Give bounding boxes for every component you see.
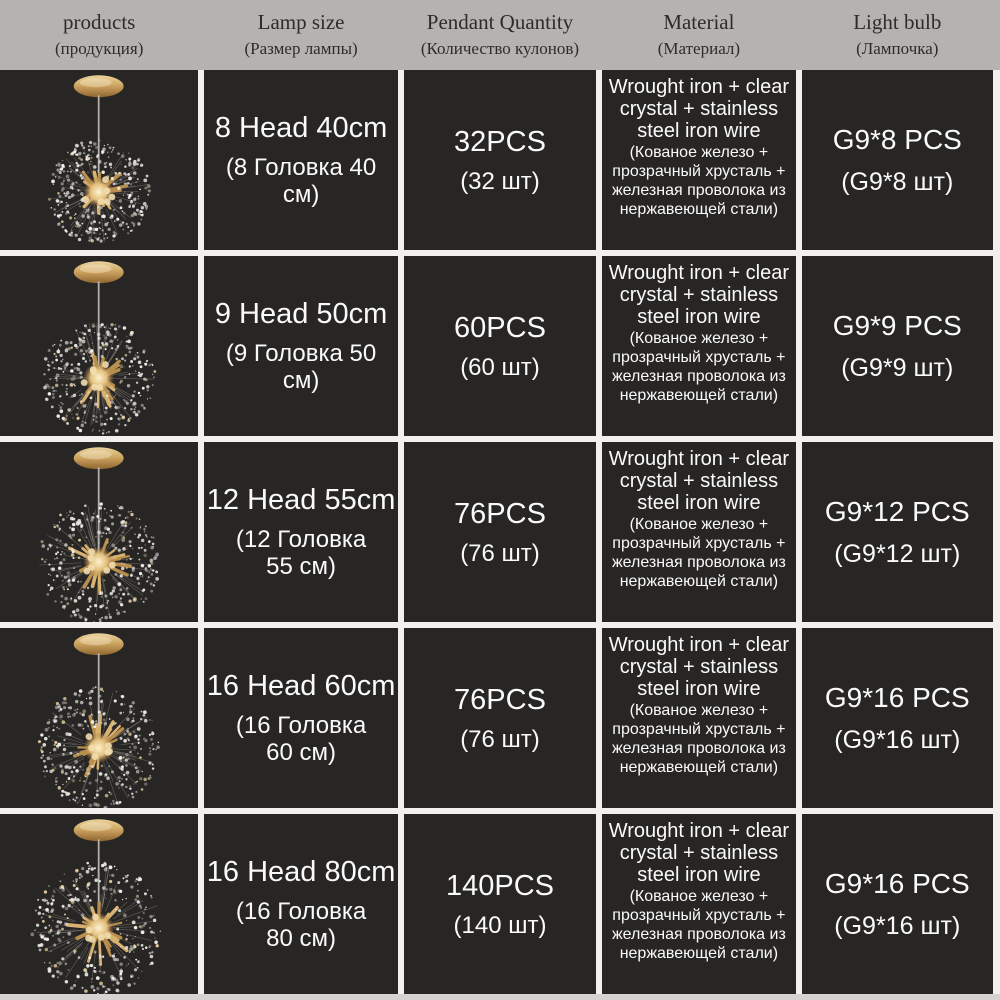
header-lamp-size-ru: (Размер лампы) (244, 39, 358, 59)
lamp-size-value-ru: (16 Головка 60 см) (235, 711, 367, 767)
header-products (0, 0, 198, 70)
lamp-size-value-ru: (8 Головка 40 см) (225, 153, 377, 209)
table-row-1-product-cell (0, 70, 198, 250)
header-lamp-size (204, 0, 397, 70)
header-material-en: Material (663, 10, 735, 35)
material-value-ru: (Кованое железо + прозрачный хрусталь + железная проволока из нержавеющей стали) (611, 702, 786, 776)
table-row-2-bulb-cell (802, 256, 993, 436)
light-bulb-value: G9*16 PCS (824, 868, 970, 900)
light-bulb-value: G9*8 PCS (832, 124, 962, 156)
lamp-size-value: 9 Head 50cm (214, 298, 388, 330)
table-row-5-product-cell (0, 814, 198, 994)
header-pendant-quantity-en: Pendant Quantity (426, 10, 574, 35)
table-row-1-size-cell (204, 70, 397, 250)
table-row-2-material-cell (602, 256, 795, 436)
table-row-2-quantity-cell (404, 256, 596, 436)
pendant-quantity-value-ru: (32 шт) (460, 167, 540, 195)
chandelier-image-16-head-80cm (0, 814, 198, 994)
table-row-3-material-cell (602, 442, 795, 622)
light-bulb-value-ru: (G9*9 шт) (841, 353, 954, 382)
table-row-5-size-cell (204, 814, 397, 994)
spec-table (0, 70, 1000, 1000)
header-material-ru: (Материал) (657, 39, 741, 59)
table-row-4-quantity-cell (404, 628, 596, 808)
lamp-size-value: 8 Head 40cm (214, 112, 388, 144)
table-row-3-product-cell (0, 442, 198, 622)
table-row-3-size-cell (204, 442, 397, 622)
material-value-ru: (Кованое железо + прозрачный хрусталь + железная проволока из нержавеющей стали) (611, 888, 786, 962)
light-bulb-value-ru: (G9*16 шт) (834, 911, 961, 940)
table-row-3-bulb-cell (802, 442, 993, 622)
lamp-size-value: 16 Head 80cm (206, 856, 396, 888)
chandelier-image-8-head-40cm (0, 70, 198, 250)
header-pendant-quantity-ru: (Количество кулонов) (420, 39, 580, 59)
light-bulb-value-ru: (G9*12 шт) (834, 539, 961, 568)
pendant-quantity-value-ru: (76 шт) (460, 539, 540, 567)
lamp-size-value: 12 Head 55cm (206, 484, 396, 516)
material-value: Wrought iron + clear crystal + stainless steel iron wire (608, 76, 790, 142)
lamp-size-value-ru: (16 Головка 80 см) (235, 897, 367, 953)
light-bulb-value: G9*12 PCS (824, 496, 970, 528)
header-pendant-quantity (404, 0, 596, 70)
table-row-5-quantity-cell (404, 814, 596, 994)
header-light-bulb-en: Light bulb (853, 10, 942, 35)
material-value: Wrought iron + clear crystal + stainless steel iron wire (608, 262, 790, 328)
material-value: Wrought iron + clear crystal + stainless steel iron wire (608, 820, 790, 886)
material-value: Wrought iron + clear crystal + stainless steel iron wire (608, 634, 790, 700)
pendant-quantity-value-ru: (140 шт) (453, 911, 547, 939)
pendant-quantity-value: 76PCS (454, 683, 546, 716)
light-bulb-value-ru: (G9*16 шт) (834, 725, 961, 754)
material-value-ru: (Кованое железо + прозрачный хрусталь + железная проволока из нержавеющей стали) (611, 330, 786, 404)
header-products-en: products (63, 10, 136, 35)
table-row-1-quantity-cell (404, 70, 596, 250)
table-row-5-material-cell (602, 814, 795, 994)
material-value-ru: (Кованое железо + прозрачный хрусталь + железная проволока из нержавеющей стали) (611, 516, 786, 590)
light-bulb-value-ru: (G9*8 шт) (841, 167, 954, 196)
table-row-4-material-cell (602, 628, 795, 808)
pendant-quantity-value: 32PCS (454, 125, 546, 158)
pendant-quantity-value-ru: (76 шт) (460, 725, 540, 753)
lamp-size-value: 16 Head 60cm (206, 670, 396, 702)
table-row-4-size-cell (204, 628, 397, 808)
lamp-size-value-ru: (12 Головка 55 см) (235, 525, 367, 581)
material-value-ru: (Кованое железо + прозрачный хрусталь + железная проволока из нержавеющей стали) (611, 144, 786, 218)
table-row-3-quantity-cell (404, 442, 596, 622)
pendant-quantity-value: 140PCS (445, 869, 554, 902)
light-bulb-value: G9*16 PCS (824, 682, 970, 714)
chandelier-image-16-head-60cm (0, 628, 198, 808)
pendant-quantity-value: 60PCS (454, 311, 546, 344)
table-row-1-material-cell (602, 70, 795, 250)
table-row-2-product-cell (0, 256, 198, 436)
lamp-size-value-ru: (9 Головка 50 см) (225, 339, 377, 395)
table-row-4-product-cell (0, 628, 198, 808)
light-bulb-value: G9*9 PCS (832, 310, 962, 342)
table-row-5-bulb-cell (802, 814, 993, 994)
header-light-bulb (802, 0, 993, 70)
header-lamp-size-en: Lamp size (257, 10, 345, 35)
chandelier-image-9-head-50cm (0, 256, 198, 436)
material-value: Wrought iron + clear crystal + stainless steel iron wire (608, 448, 790, 514)
table-row-1-bulb-cell (802, 70, 993, 250)
table-row-2-size-cell (204, 256, 397, 436)
pendant-quantity-value: 76PCS (454, 497, 546, 530)
chandelier-image-12-head-55cm (0, 442, 198, 622)
table-header (0, 0, 1000, 70)
header-material (602, 0, 795, 70)
header-light-bulb-ru: (Лампочка) (856, 39, 939, 59)
table-row-4-bulb-cell (802, 628, 993, 808)
pendant-quantity-value-ru: (60 шт) (460, 353, 540, 381)
header-products-ru: (продукция) (55, 39, 144, 59)
